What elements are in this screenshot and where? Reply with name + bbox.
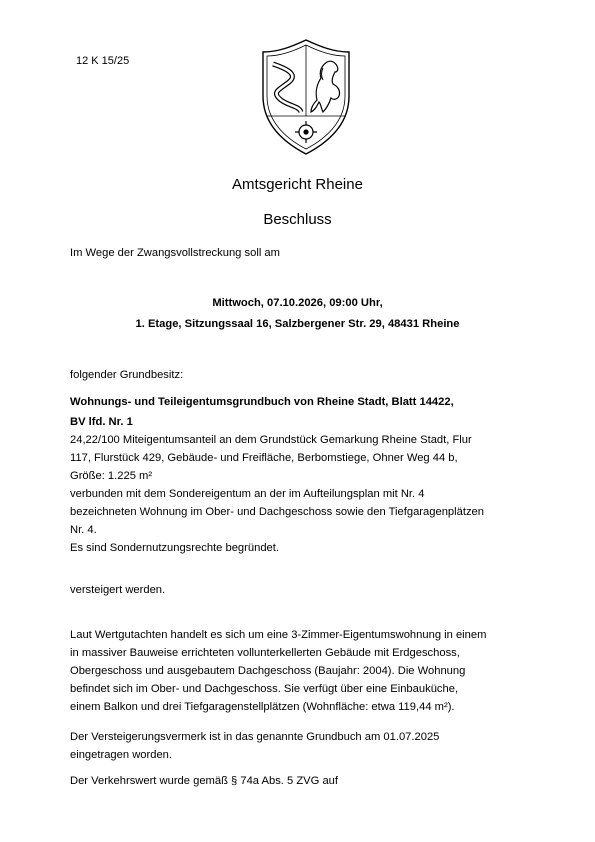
appraisal-line: in massiver Bauweise errichteten vollunterkellerten Gebäude mit Erdgeschoss, [70,647,460,659]
property-title-continued: BV lfd. Nr. 1 [70,416,133,428]
case-number: 12 K 15/25 [76,55,130,67]
registration-line: Der Versteigerungsvermerk ist in das genannte Grundbuch am 01.07.2025 [70,731,440,743]
appointment-location: 1. Etage, Sitzungssaal 16, Salzbergener Str. 29, 48431 Rheine [135,318,460,330]
intro-text: Im Wege der Zwangsvollstreckung soll am [70,247,280,259]
description-line: Nr. 4. [70,524,97,536]
market-value-text: Der Verkehrswert wurde gemäß § 74a Abs. 5 ZVG auf [70,775,339,787]
appraisal-line: einem Balkon und drei Tiefgaragenstellplätzen (Wohnfläche: etwa 119,44 m²). [70,701,455,713]
registration-paragraph [70,728,540,764]
description-line: verbunden mit dem Sondereigentum an der im Aufteilungsplan mit Nr. 4 [70,488,425,500]
coat-of-arms-icon [259,38,353,156]
description-line: Es sind Sondernutzungsrechte begründet. [70,542,279,554]
appraisal-line: Laut Wertgutachten handelt es sich um eine 3-Zimmer-Eigentumswohnung in einem [70,629,487,641]
property-description [70,431,540,557]
description-line: 117, Flurstück 429, Gebäude- und Freifläche, Berbomstiege, Ohner Weg 44 b, [70,452,458,464]
appraisal-paragraph [70,626,540,716]
appointment-date: Mittwoch, 07.10.2026, 09:00 Uhr, [212,297,383,309]
property-title: Wohnungs- und Teileigentumsgrundbuch von Rheine Stadt, Blatt 14422, [70,396,454,408]
property-intro: folgender Grundbesitz: [70,369,184,381]
court-name: Amtsgericht Rheine [232,176,363,193]
description-line: Größe: 1.225 m² [70,470,153,482]
appraisal-line: Obergeschoss und ausgebautem Dachgeschoss (Baujahr: 2004). Die Wohnung [70,665,466,677]
appraisal-line: befindet sich im Ober- und Dachgeschoss. Sie verfügt über eine Einbauküche, [70,683,459,695]
auction-text: versteigert werden. [70,584,166,596]
description-line: 24,22/100 Miteigentumsanteil an dem Grundstück Gemarkung Rheine Stadt, Flur [70,434,472,446]
document-type: Beschluss [263,211,332,228]
description-line: bezeichneten Wohnung im Ober- und Dachgeschoss sowie den Tiefgaragenplätzen [70,506,484,518]
registration-line: eingetragen worden. [70,749,173,761]
